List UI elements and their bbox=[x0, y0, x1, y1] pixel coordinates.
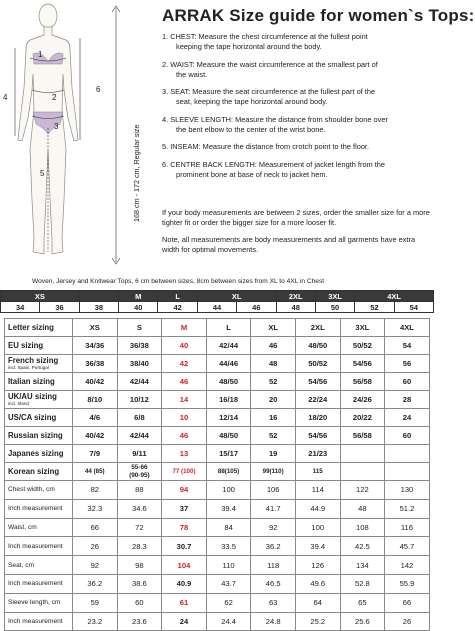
size-cell: 54 bbox=[385, 337, 430, 355]
eu-cell: 50 bbox=[315, 302, 354, 313]
measurement-cell: 38.6 bbox=[117, 574, 162, 593]
size-cell: 14 bbox=[162, 391, 207, 409]
step-continuation: the waist. bbox=[176, 69, 208, 79]
measurement-cell: 134 bbox=[340, 556, 385, 575]
step-label: 2. WAIST: Measure the waist circumference at the smallest part of bbox=[162, 59, 378, 69]
measurement-cell: 49.6 bbox=[295, 574, 340, 593]
size-cell: 40/42 bbox=[73, 373, 118, 391]
row-label: Inch measurement bbox=[5, 574, 73, 593]
measurement-cell: 60 bbox=[117, 593, 162, 612]
measurement-cell: 24.8 bbox=[251, 612, 296, 631]
measurement-cell: 65 bbox=[340, 593, 385, 612]
size-band-row bbox=[1, 291, 434, 302]
size-row bbox=[5, 463, 430, 481]
size-cell bbox=[117, 463, 162, 481]
size-row bbox=[5, 319, 430, 337]
step-seat bbox=[162, 87, 430, 107]
size-table bbox=[4, 318, 430, 631]
size-cell: 56/58 bbox=[340, 427, 385, 445]
row-label bbox=[5, 391, 73, 409]
eu-size-row bbox=[1, 302, 434, 313]
size-row bbox=[5, 373, 430, 391]
size-cell: 48 bbox=[251, 355, 296, 373]
measurement-cell: 100 bbox=[295, 518, 340, 537]
step-sleeve bbox=[162, 115, 430, 135]
row-label-note: incl. Spain, Portugal bbox=[8, 365, 49, 370]
band-cell: 3XL bbox=[315, 291, 354, 302]
measurement-cell: 64 bbox=[295, 593, 340, 612]
measurement-cell: 26 bbox=[385, 612, 430, 631]
size-cell: 36/38 bbox=[117, 337, 162, 355]
measurement-row bbox=[5, 574, 430, 593]
measurement-cell: 108 bbox=[340, 518, 385, 537]
size-cell bbox=[340, 463, 385, 481]
marker-1: 1 bbox=[38, 50, 43, 59]
measurement-cell: 52.8 bbox=[340, 574, 385, 593]
size-cell: 52 bbox=[251, 427, 296, 445]
step-label: 3. SEAT: Measure the seat circumference at the fullest part of the bbox=[162, 87, 376, 96]
size-cell: 28 bbox=[385, 391, 430, 409]
measurement-cell: 61 bbox=[162, 593, 207, 612]
measurement-cell: 33.5 bbox=[206, 537, 251, 556]
measurement-cell: 88 bbox=[117, 481, 162, 500]
step-continuation: the bent elbow to the center of the wrist bone. bbox=[176, 124, 326, 134]
size-cell: 52 bbox=[251, 373, 296, 391]
measurement-cell: 130 bbox=[385, 481, 430, 500]
size-cell: 4/6 bbox=[73, 409, 118, 427]
measurement-row bbox=[5, 593, 430, 612]
measurement-cell: 92 bbox=[251, 518, 296, 537]
measurement-cell: 36.2 bbox=[73, 574, 118, 593]
eu-cell: 42 bbox=[158, 302, 197, 313]
step-label: 5. INSEAM: Measure the distance from crotch point to the floor. bbox=[162, 142, 370, 151]
step-label: 6. CENTRE BACK LENGTH: Measurement of jacket length from the bbox=[162, 159, 386, 169]
size-cell: 54/56 bbox=[295, 373, 340, 391]
measurement-row bbox=[5, 556, 430, 575]
measurement-row bbox=[5, 537, 430, 556]
size-cell: 54/56 bbox=[295, 427, 340, 445]
measurement-cell: 46.5 bbox=[251, 574, 296, 593]
size-cell: 50/52 bbox=[295, 355, 340, 373]
marker-6: 6 bbox=[96, 85, 101, 94]
measurement-cell: 122 bbox=[340, 481, 385, 500]
size-header-strip bbox=[0, 290, 434, 313]
row-label bbox=[5, 427, 73, 445]
measurement-cell: 26 bbox=[73, 537, 118, 556]
note-between-sizes: If your body measurements are between 2 sizes, order the smaller size for a more tighter fit or order the bigger size for a more looser fit. bbox=[162, 208, 430, 227]
row-label: Inch measurement bbox=[5, 537, 73, 556]
size-cell: 56/58 bbox=[340, 373, 385, 391]
row-label bbox=[5, 337, 73, 355]
row-label bbox=[5, 319, 73, 337]
size-cell: 24 bbox=[385, 409, 430, 427]
measurement-cell: 82 bbox=[73, 481, 118, 500]
size-cell: 60 bbox=[385, 427, 430, 445]
measurement-row bbox=[5, 499, 430, 518]
step-label: 1. CHEST: Measure the chest circumference at the fullest point bbox=[162, 32, 368, 41]
eu-cell: 40 bbox=[119, 302, 158, 313]
measurement-cell: 126 bbox=[295, 556, 340, 575]
size-cell-text: 55-66 (90-95) bbox=[129, 463, 150, 479]
measurement-rows bbox=[5, 481, 430, 631]
size-cell: 48/50 bbox=[206, 373, 251, 391]
eu-cell: 36 bbox=[40, 302, 79, 313]
size-cell: 8/10 bbox=[73, 391, 118, 409]
size-cell: 6/8 bbox=[117, 409, 162, 427]
size-cell: 7/9 bbox=[73, 445, 118, 463]
row-label-text: Korean sizing bbox=[8, 466, 60, 476]
band-cell bbox=[79, 291, 118, 302]
measurement-cell: 48 bbox=[340, 499, 385, 518]
size-row bbox=[5, 355, 430, 373]
row-label-text: French sizing bbox=[8, 356, 59, 365]
size-cell: 44/46 bbox=[206, 355, 251, 373]
row-label-text: Russian sizing bbox=[8, 430, 63, 440]
size-cell: S bbox=[117, 319, 162, 337]
measurement-cell: 55.9 bbox=[385, 574, 430, 593]
size-cell: 15/17 bbox=[206, 445, 251, 463]
size-cell: 16/18 bbox=[206, 391, 251, 409]
band-cell: 2XL bbox=[276, 291, 315, 302]
measurement-instructions bbox=[162, 32, 430, 187]
body-measurement-figure bbox=[0, 0, 160, 272]
measurement-cell: 78 bbox=[162, 518, 207, 537]
size-cell: 42/44 bbox=[117, 427, 162, 445]
measurement-cell: 37 bbox=[162, 499, 207, 518]
measurement-cell: 84 bbox=[206, 518, 251, 537]
band-cell: 4XL bbox=[355, 291, 434, 302]
row-label: Seat, cm bbox=[5, 556, 73, 575]
row-label-text: Italian sizing bbox=[8, 376, 55, 386]
marker-5: 5 bbox=[40, 169, 45, 178]
measurement-cell: 104 bbox=[162, 556, 207, 575]
step-label: 4. SLEEVE LENGTH: Measure the distance from shoulder bone over bbox=[162, 114, 388, 124]
measurement-cell: 66 bbox=[385, 593, 430, 612]
size-cell: 12/14 bbox=[206, 409, 251, 427]
size-row bbox=[5, 391, 430, 409]
size-cell bbox=[385, 445, 430, 463]
size-cell: 13 bbox=[162, 445, 207, 463]
size-cell: 40 bbox=[162, 337, 207, 355]
measurement-cell: 142 bbox=[385, 556, 430, 575]
size-cell: 44 (85) bbox=[73, 463, 118, 481]
measurement-cell: 106 bbox=[251, 481, 296, 500]
measurement-cell: 28.3 bbox=[117, 537, 162, 556]
measurement-cell: 110 bbox=[206, 556, 251, 575]
size-cell: 46 bbox=[251, 337, 296, 355]
row-label bbox=[5, 463, 73, 481]
row-label-note: incl. Irland bbox=[8, 401, 29, 406]
table-subtitle: Woven, Jersey and Knitwear Tops, 6 cm between sizes, 8cm between sizes from XL to 4XL in Chest bbox=[32, 278, 325, 285]
measurement-cell: 51.2 bbox=[385, 499, 430, 518]
measurement-cell: 34.6 bbox=[117, 499, 162, 518]
size-cell: 99(110) bbox=[251, 463, 296, 481]
eu-cell: 52 bbox=[355, 302, 394, 313]
measurement-cell: 59 bbox=[73, 593, 118, 612]
row-label: Inch measurement bbox=[5, 499, 73, 518]
measurement-row bbox=[5, 612, 430, 631]
measurement-cell: 92 bbox=[73, 556, 118, 575]
row-label bbox=[5, 355, 73, 373]
row-label: Sleeve length, cm bbox=[5, 593, 73, 612]
size-cell: 20/22 bbox=[340, 409, 385, 427]
eu-cell: 38 bbox=[79, 302, 118, 313]
size-cell: L bbox=[206, 319, 251, 337]
measurement-cell: 36.2 bbox=[251, 537, 296, 556]
measurement-cell: 25.2 bbox=[295, 612, 340, 631]
band-cell: L bbox=[158, 291, 197, 302]
measurement-cell: 114 bbox=[295, 481, 340, 500]
measurement-cell: 41.7 bbox=[251, 499, 296, 518]
measurement-cell: 118 bbox=[251, 556, 296, 575]
band-cell: XL bbox=[197, 291, 276, 302]
row-label-text: Japanes sizing bbox=[8, 448, 64, 458]
size-row bbox=[5, 337, 430, 355]
size-cell: 88(105) bbox=[206, 463, 251, 481]
eu-cell: 54 bbox=[394, 302, 433, 313]
measurement-cell: 42.5 bbox=[340, 537, 385, 556]
size-cell: 77 (100) bbox=[162, 463, 207, 481]
measurement-cell: 98 bbox=[117, 556, 162, 575]
size-cell: 36/38 bbox=[73, 355, 118, 373]
row-label bbox=[5, 409, 73, 427]
measurement-cell: 44.9 bbox=[295, 499, 340, 518]
measurement-cell: 43.7 bbox=[206, 574, 251, 593]
size-cell: 48/50 bbox=[295, 337, 340, 355]
row-label-text: Letter sizing bbox=[8, 322, 54, 332]
row-label-text: UK/AU sizing bbox=[8, 392, 57, 401]
measurement-cell: 45.7 bbox=[385, 537, 430, 556]
size-cell: 19 bbox=[251, 445, 296, 463]
step-inseam bbox=[162, 142, 430, 152]
size-cell: 56 bbox=[385, 355, 430, 373]
step-continuation: prominent bone at base of neck to jacket hem. bbox=[176, 169, 328, 179]
size-cell bbox=[340, 445, 385, 463]
size-cell bbox=[385, 463, 430, 481]
measurement-cell: 40.9 bbox=[162, 574, 207, 593]
size-cell: 21/23 bbox=[295, 445, 340, 463]
measurement-cell: 63 bbox=[251, 593, 296, 612]
size-cell: 42/44 bbox=[117, 373, 162, 391]
step-back-length bbox=[162, 160, 430, 180]
row-label bbox=[5, 445, 73, 463]
size-cell: 20 bbox=[251, 391, 296, 409]
step-chest bbox=[162, 32, 430, 52]
size-cell: 16 bbox=[251, 409, 296, 427]
size-cell: XS bbox=[73, 319, 118, 337]
measurement-cell: 32.3 bbox=[73, 499, 118, 518]
eu-cell: 34 bbox=[1, 302, 40, 313]
measurement-cell: 116 bbox=[385, 518, 430, 537]
measurement-row bbox=[5, 481, 430, 500]
size-cell: 10/12 bbox=[117, 391, 162, 409]
size-cell: 50/52 bbox=[340, 337, 385, 355]
eu-cell: 48 bbox=[276, 302, 315, 313]
size-cell: 3XL bbox=[340, 319, 385, 337]
size-cell: 48/50 bbox=[206, 427, 251, 445]
measurement-cell: 25.6 bbox=[340, 612, 385, 631]
size-cell: 54/56 bbox=[340, 355, 385, 373]
measurement-cell: 30.7 bbox=[162, 537, 207, 556]
marker-3: 3 bbox=[54, 122, 59, 131]
row-label: Inch measurement bbox=[5, 612, 73, 631]
size-cell: 115 bbox=[295, 463, 340, 481]
figure-head bbox=[39, 4, 57, 28]
measurement-cell: 39.4 bbox=[295, 537, 340, 556]
band-cell: M bbox=[119, 291, 158, 302]
size-cell: 46 bbox=[162, 427, 207, 445]
size-cell: 22/24 bbox=[295, 391, 340, 409]
size-conversion-rows bbox=[5, 319, 430, 481]
size-cell: 2XL bbox=[295, 319, 340, 337]
size-cell: 42 bbox=[162, 355, 207, 373]
size-cell: XL bbox=[251, 319, 296, 337]
size-row bbox=[5, 427, 430, 445]
measurement-cell: 66 bbox=[73, 518, 118, 537]
size-cell: 10 bbox=[162, 409, 207, 427]
height-label: 168 cm - 172 cm, Regular size bbox=[132, 124, 141, 222]
size-cell: 42/44 bbox=[206, 337, 251, 355]
marker-4: 4 bbox=[3, 93, 8, 102]
measurement-cell: 24 bbox=[162, 612, 207, 631]
eu-cell: 44 bbox=[197, 302, 236, 313]
measurement-cell: 62 bbox=[206, 593, 251, 612]
size-row bbox=[5, 445, 430, 463]
row-label: Chest width, cm bbox=[5, 481, 73, 500]
size-cell: 9/11 bbox=[117, 445, 162, 463]
note-body-measurements: Note, all measurements are body measurements and all garments have extra width for optimal movements. bbox=[162, 235, 416, 254]
size-cell: 24/26 bbox=[340, 391, 385, 409]
size-cell: M bbox=[162, 319, 207, 337]
row-label-text: EU sizing bbox=[8, 340, 44, 350]
marker-2: 2 bbox=[52, 93, 57, 102]
size-cell: 40/42 bbox=[73, 427, 118, 445]
measurement-cell: 100 bbox=[206, 481, 251, 500]
page-title: ARRAK Size guide for women`s Tops: bbox=[162, 6, 475, 25]
eu-cell: 46 bbox=[237, 302, 276, 313]
size-cell: 18/20 bbox=[295, 409, 340, 427]
step-continuation: keeping the tape horizontal around the body. bbox=[176, 42, 322, 51]
row-label-text: US/CA sizing bbox=[8, 412, 57, 422]
step-waist bbox=[162, 60, 430, 80]
step-continuation: seat, keeping the tape horizontal around body. bbox=[176, 97, 328, 106]
size-cell: 34/36 bbox=[73, 337, 118, 355]
measurement-cell: 24.4 bbox=[206, 612, 251, 631]
measurement-cell: 23.2 bbox=[73, 612, 118, 631]
measurement-row bbox=[5, 518, 430, 537]
measurement-cell: 23.6 bbox=[117, 612, 162, 631]
notes bbox=[162, 208, 430, 262]
band-cell: XS bbox=[1, 291, 80, 302]
size-cell: 46 bbox=[162, 373, 207, 391]
measurement-cell: 39.4 bbox=[206, 499, 251, 518]
size-cell: 38/40 bbox=[117, 355, 162, 373]
row-label: Waist, cm bbox=[5, 518, 73, 537]
size-row bbox=[5, 409, 430, 427]
measurement-cell: 94 bbox=[162, 481, 207, 500]
size-cell: 60 bbox=[385, 373, 430, 391]
measurement-cell: 72 bbox=[117, 518, 162, 537]
row-label bbox=[5, 373, 73, 391]
size-cell: 4XL bbox=[385, 319, 430, 337]
